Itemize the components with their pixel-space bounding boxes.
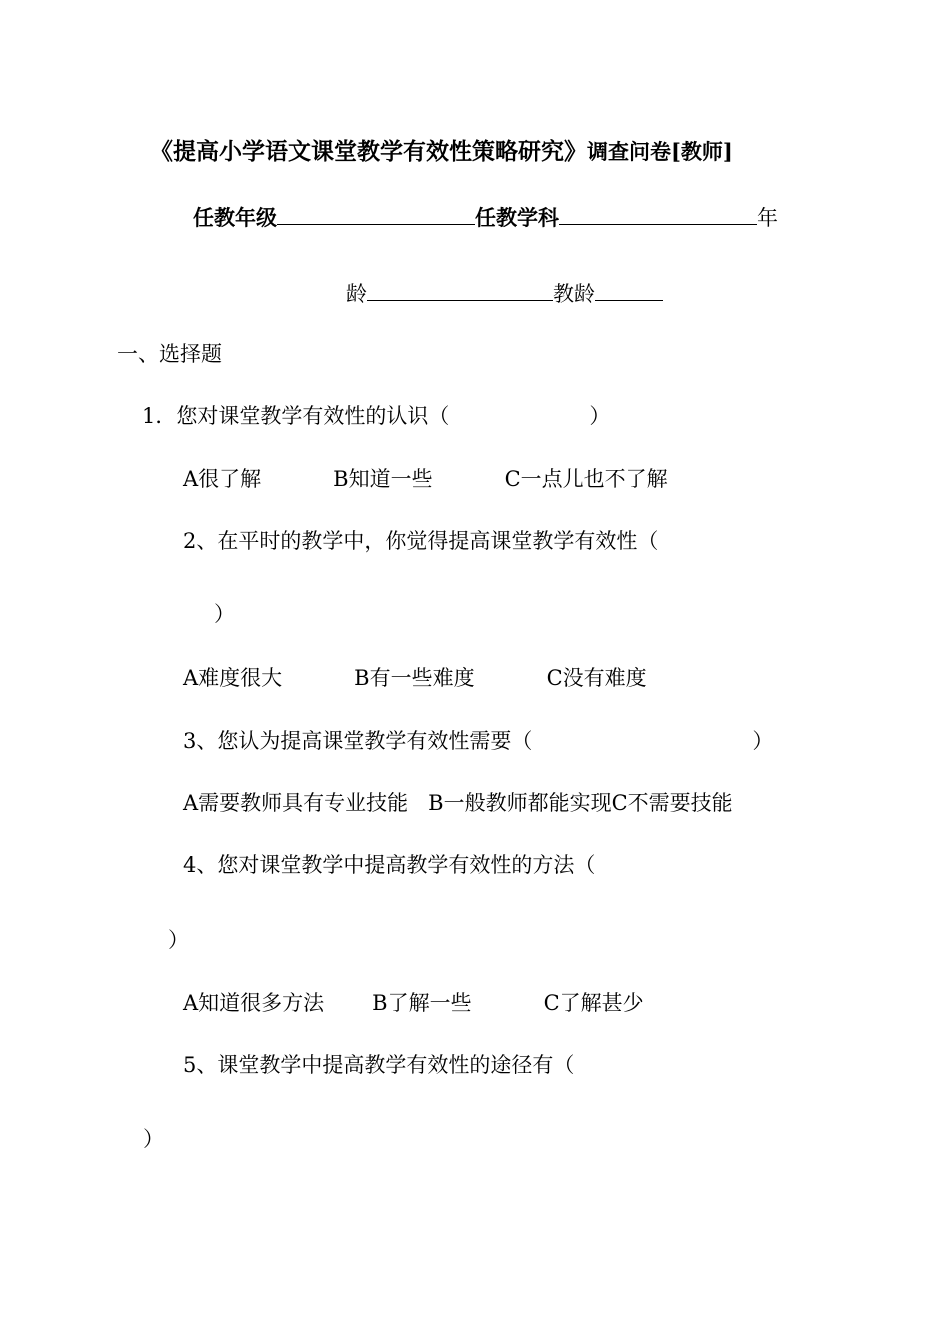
q4-option-b[interactable]: B了解一些 <box>372 991 472 1015</box>
age-label-part2: 龄 <box>346 282 367 306</box>
q1-option-b[interactable]: B知道一些 <box>333 467 433 491</box>
teacher-info-row-1 <box>193 202 778 232</box>
teacher-info-row-2 <box>346 278 663 308</box>
question-2-options <box>183 664 647 692</box>
question-5-close: ） <box>143 1127 164 1151</box>
title-suffix: 调查问卷[教师] <box>587 139 733 164</box>
question-3 <box>183 727 773 755</box>
question-5-text: 5、课堂教学中提高教学有效性的途径有（ <box>183 1053 575 1077</box>
question-1-options <box>183 465 668 493</box>
q1-option-a[interactable]: A很了解 <box>183 467 262 491</box>
question-1-close: ） <box>589 404 611 428</box>
q2-option-c[interactable]: C没有难度 <box>546 666 647 690</box>
question-4-text: 4、您对课堂教学中提高教学有效性的方法（ <box>183 853 596 877</box>
teaching-age-label: 教龄 <box>553 282 595 306</box>
subject-blank[interactable] <box>559 202 757 225</box>
question-1 <box>142 402 610 430</box>
question-1-text: 1．您对课堂教学有效性的认识（ <box>142 404 450 428</box>
q1-option-c[interactable]: C一点儿也不了解 <box>504 467 668 491</box>
q4-option-c[interactable]: C了解甚少 <box>543 991 644 1015</box>
question-2-close: ） <box>214 602 235 626</box>
q3-option-a[interactable]: A需要教师具有专业技能 <box>183 791 409 815</box>
question-3-options <box>183 789 733 817</box>
question-4-options <box>183 989 644 1017</box>
q2-option-b[interactable]: B有一些难度 <box>354 666 475 690</box>
grade-label: 任教年级 <box>193 205 277 230</box>
document-title <box>150 138 733 166</box>
question-4-close: ） <box>168 928 189 952</box>
q3-option-b[interactable]: B一般教师都能实现 <box>428 791 612 815</box>
section-heading: 一、选择题 <box>117 342 222 366</box>
subject-label: 任教学科 <box>475 205 559 230</box>
q3-option-c[interactable]: C不需要技能 <box>611 791 733 815</box>
question-2-text: 2、在平时的教学中，你觉得提高课堂教学有效性（ <box>183 529 659 553</box>
age-blank[interactable] <box>367 278 553 301</box>
age-label-part1: 年 <box>757 206 778 230</box>
q2-option-a[interactable]: A难度很大 <box>183 666 283 690</box>
question-3-close: ） <box>752 729 774 753</box>
question-3-text: 3、您认为提高课堂教学有效性需要（ <box>183 729 533 753</box>
teaching-age-blank[interactable] <box>595 278 663 301</box>
grade-blank[interactable] <box>277 202 475 225</box>
q4-option-a[interactable]: A知道很多方法 <box>183 991 325 1015</box>
title-main: 《提高小学语文课堂教学有效性策略研究》 <box>150 138 587 165</box>
